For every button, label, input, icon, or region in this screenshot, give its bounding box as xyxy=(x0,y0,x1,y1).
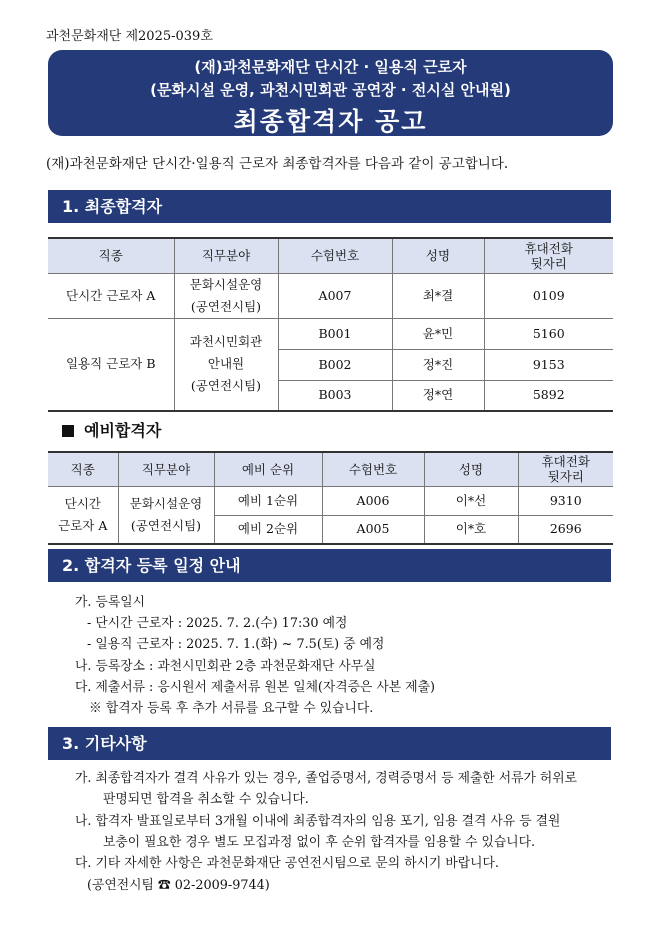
note-text: ※ 합격자 등록 후 추가 서류를 요구할 수 있습니다. xyxy=(89,701,374,716)
cell-field: 과천시민회관 안내원 (공연전시팀) xyxy=(174,318,278,411)
cell-name: 최*결 xyxy=(392,273,484,318)
square-bullet-icon xyxy=(62,425,74,437)
cell-exam-no: B003 xyxy=(278,380,392,411)
list-item: 보충이 필요한 경우 별도 모집과정 없이 후 순위 합격자를 임용할 수 있습니다. xyxy=(103,835,536,850)
cell-name: 정*진 xyxy=(392,349,484,380)
cell-exam-no: A006 xyxy=(322,486,424,515)
section-1-header: 1. 최종합격자 xyxy=(48,190,611,223)
cell-exam-no: A007 xyxy=(278,273,392,318)
cell-job: 단시간 근로자 A xyxy=(48,486,118,544)
cell-rank: 예비 2순위 xyxy=(214,515,322,544)
banner-line-2: (문화시설 운영, 과천시민회관 공연장 · 전시실 안내원) xyxy=(150,81,511,99)
header-rank: 예비 순위 xyxy=(214,452,322,486)
table-header-row xyxy=(48,452,613,486)
cell-exam-no: B001 xyxy=(278,318,392,349)
header-name: 성명 xyxy=(392,238,484,273)
document-number: 과천문화재단 제2025-039호 xyxy=(46,29,213,44)
list-item: 다. 기타 자세한 사항은 과천문화재단 공연전시팀으로 문의 하시기 바랍니다. xyxy=(75,856,499,871)
header-exam-no: 수험번호 xyxy=(322,452,424,486)
list-item: 나. 등록장소 : 과천시민회관 2층 과천문화재단 사무실 xyxy=(75,659,376,674)
header-job: 직종 xyxy=(48,452,118,486)
final-passers-table xyxy=(48,237,613,412)
cell-phone: 2696 xyxy=(518,515,613,544)
cell-name: 이*선 xyxy=(424,486,518,515)
table-header-row xyxy=(48,238,613,273)
table-row xyxy=(48,486,613,515)
cell-phone: 9310 xyxy=(518,486,613,515)
header-job: 직종 xyxy=(48,238,174,273)
cell-phone: 5160 xyxy=(484,318,613,349)
list-item: 나. 합격자 발표일로부터 3개월 이내에 최종합격자의 임용 포기, 임용 결격 사유 등 결원 xyxy=(75,814,561,829)
cell-exam-no: B002 xyxy=(278,349,392,380)
list-item: 가. 등록일시 xyxy=(75,595,145,610)
cell-phone: 9153 xyxy=(484,349,613,380)
reserve-passers-table xyxy=(48,451,613,545)
title-banner xyxy=(48,50,613,136)
list-item: 가. 최종합격자가 결격 사유가 있는 경우, 졸업증명서, 경력증명서 등 제출한 서류가 허위로 xyxy=(75,771,577,786)
section-3-header: 3. 기타사항 xyxy=(48,727,611,760)
header-phone: 휴대전화 뒷자리 xyxy=(518,452,613,486)
cell-field: 문화시설운영 (공연전시팀) xyxy=(118,486,214,544)
cell-phone: 5892 xyxy=(484,380,613,411)
cell-phone: 0109 xyxy=(484,273,613,318)
cell-rank: 예비 1순위 xyxy=(214,486,322,515)
banner-line-1: (재)과천문화재단 단시간 · 일용직 근로자 xyxy=(194,58,467,76)
cell-exam-no: A005 xyxy=(322,515,424,544)
intro-text: (재)과천문화재단 단시간·일용직 근로자 최종합격자를 다음과 같이 공고합니다. xyxy=(46,156,509,172)
cell-name: 정*연 xyxy=(392,380,484,411)
list-item: 다. 제출서류 : 응시원서 제출서류 원본 일체(자격증은 사본 제출) xyxy=(75,680,435,695)
list-item: - 일용직 근로자 : 2025. 7. 1.(화) ~ 7.5(토) 중 예정 xyxy=(87,637,385,652)
cell-job: 일용직 근로자 B xyxy=(48,318,174,411)
list-item: 판명되면 합격을 취소할 수 있습니다. xyxy=(103,792,309,807)
cell-field: 문화시설운영 (공연전시팀) xyxy=(174,273,278,318)
contact-text: (공연전시팀 ☎ 02-2009-9744) xyxy=(87,878,270,893)
header-name: 성명 xyxy=(424,452,518,486)
cell-name: 이*호 xyxy=(424,515,518,544)
header-field: 직무분야 xyxy=(174,238,278,273)
table-row xyxy=(48,318,613,349)
header-field: 직무분야 xyxy=(118,452,214,486)
cell-job: 단시간 근로자 A xyxy=(48,273,174,318)
reserve-heading: 예비합격자 xyxy=(62,418,161,441)
table-row xyxy=(48,273,613,318)
header-exam-no: 수험번호 xyxy=(278,238,392,273)
section-2-header: 2. 합격자 등록 일정 안내 xyxy=(48,549,611,582)
header-phone: 휴대전화 뒷자리 xyxy=(484,238,613,273)
list-item: - 단시간 근로자 : 2025. 7. 2.(수) 17:30 예정 xyxy=(87,616,348,631)
page-title: 최종합격자 공고 xyxy=(233,107,428,136)
cell-name: 윤*민 xyxy=(392,318,484,349)
